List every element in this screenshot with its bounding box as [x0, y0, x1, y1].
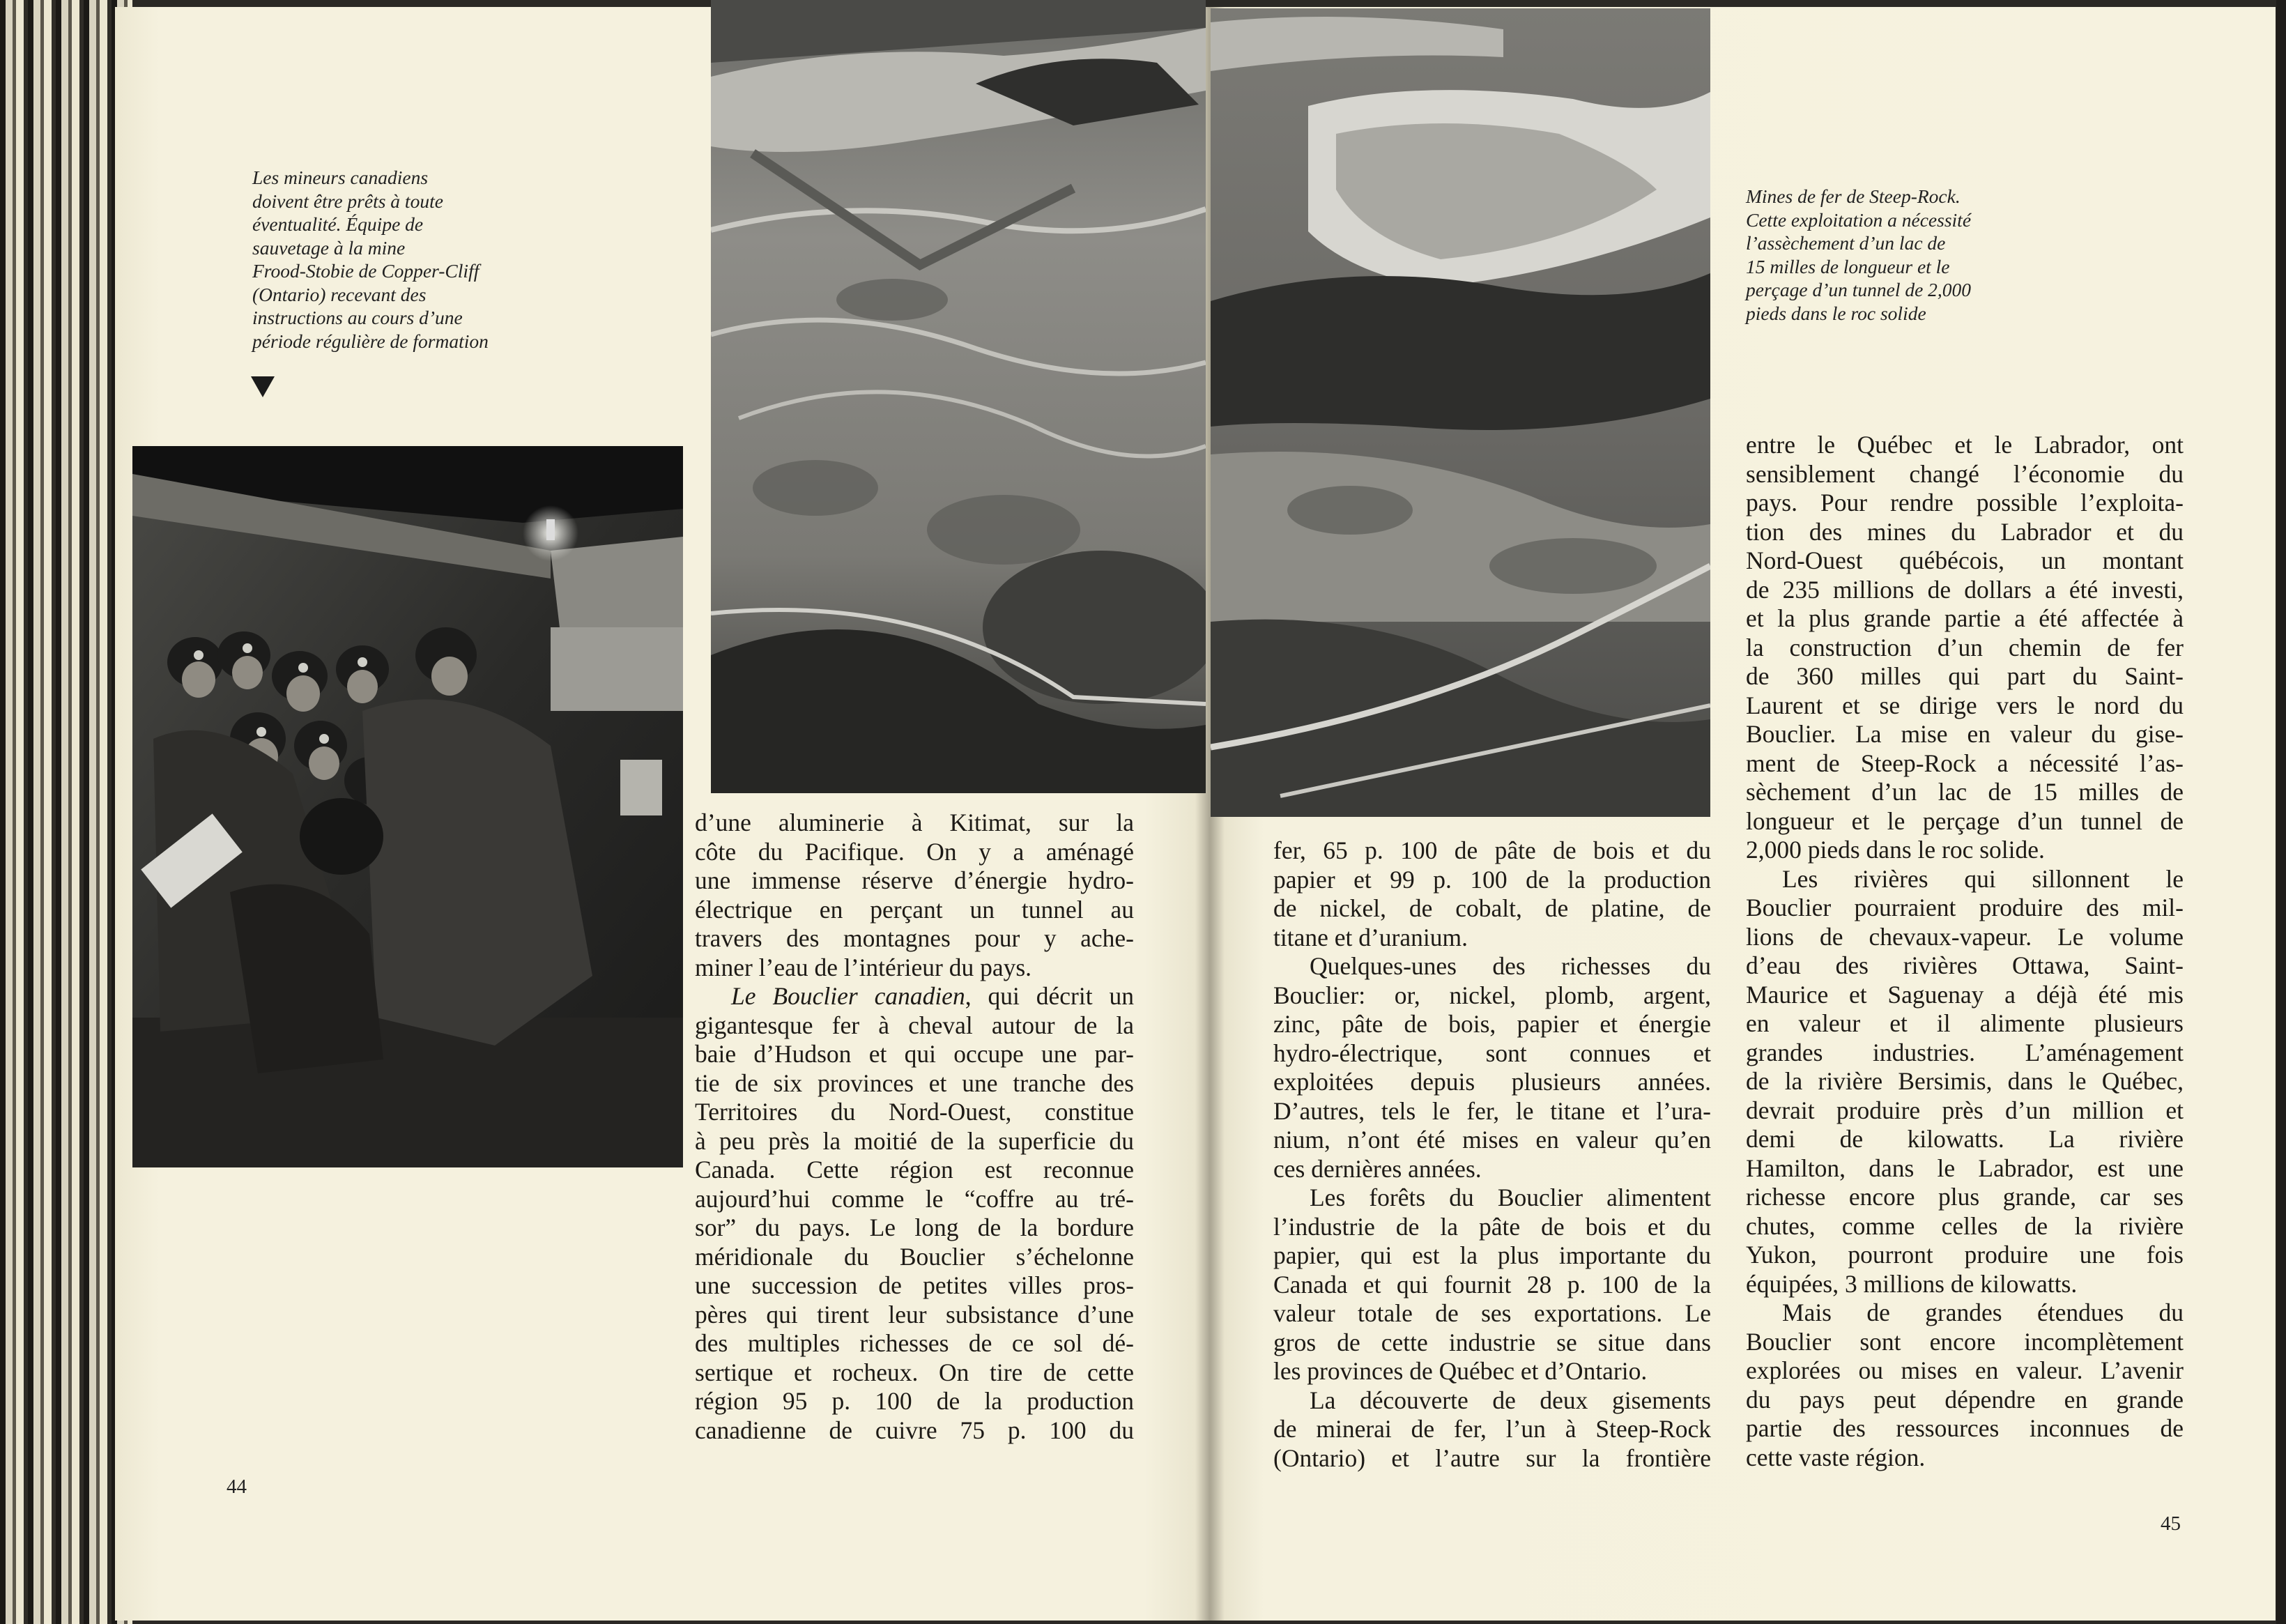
text-line: à peu près la moitié de la superficie du	[695, 1126, 1134, 1155]
text-line: Les rivières qui sillonnent le	[1782, 864, 2184, 893]
caption-line: Cette exploitation a nécessité	[1746, 208, 1972, 231]
caption-line: Mines de fer de Steep-Rock.	[1746, 185, 1961, 207]
text-line: D’autres, tels le fer, le titane et l’ura-	[1273, 1096, 1711, 1125]
caption-line: sauvetage à la mine	[252, 236, 406, 259]
text-line: région 95 p. 100 de la production	[695, 1387, 1134, 1415]
text-column-3	[1746, 431, 2184, 1472]
text-line: de 360 milles qui part du Saint-	[1746, 662, 2184, 690]
text-line: explorées ou mises en valeur. L’avenir	[1746, 1356, 2184, 1384]
text-line: équipées, 3 millions de kilowatts.	[1746, 1269, 2078, 1298]
page-number-left: 44	[227, 1476, 247, 1498]
photo-miners-rescue-team	[132, 446, 683, 1167]
text-line: papier et 99 p. 100 de la production	[1273, 865, 1711, 894]
text-line: baie d’Hudson et qui occupe une par-	[695, 1040, 1134, 1068]
text-line: une immense réserve d’énergie hydro-	[695, 866, 1134, 894]
text-line: Mais de grandes étendues du	[1782, 1299, 2184, 1326]
text-line: canadienne de cuivre 75 p. 100 du	[695, 1416, 1134, 1444]
caption-miners	[252, 166, 580, 353]
caption-line: (Ontario) recevant des	[252, 283, 427, 305]
text-line: méridionale du Bouclier s’échelonne	[695, 1242, 1134, 1271]
text-line: Territoires du Nord-Ouest, constitue	[695, 1098, 1134, 1126]
text-line: ment de Steep-Rock a nécessité l’as-	[1746, 749, 2184, 777]
text-line: l’industrie de la pâte de bois et du	[1273, 1212, 1711, 1241]
text-line: pères qui tirent leur subsistance d’une	[695, 1300, 1134, 1328]
text-line: miner l’eau de l’intérieur du pays.	[695, 953, 1032, 981]
text-line: richesse encore plus grande, car ses	[1746, 1183, 2184, 1211]
text-line: papier, qui est la plus importante du	[1273, 1241, 1711, 1269]
text-line: valeur totale de ses exportations. Le	[1273, 1299, 1711, 1327]
text-line: Laurent et se dirige vers le nord du	[1746, 691, 2184, 719]
caption-line: doivent être prêts à toute	[252, 190, 443, 212]
text-line: Nord-Ouest québécois, un montant	[1746, 546, 2184, 574]
text-line: Bouclier sont encore incomplètement	[1746, 1327, 2184, 1356]
caption-line: période régulière de formation	[252, 330, 489, 352]
text-line: pays. Pour rendre possible l’exploita-	[1746, 489, 2184, 516]
text-line: grandes industries. L’aménagement	[1746, 1038, 2184, 1066]
text-line: La découverte de deux gisements	[1310, 1386, 1711, 1414]
book-cover-edge	[2276, 0, 2286, 1624]
text-column-1	[695, 809, 1134, 1445]
text-line: titane et d’uranium.	[1273, 923, 1468, 951]
text-line: sèchement d’un lac de 15 milles de	[1746, 778, 2184, 806]
page-number-right: 45	[2161, 1512, 2181, 1535]
text-line: chutes, comme celles de la rivière	[1746, 1211, 2184, 1240]
text-line: zinc, pâte de bois, papier et énergie	[1273, 1010, 1711, 1038]
text-line: nium, n’ont été mises en valeur qu’en	[1273, 1126, 1711, 1154]
text-line: de nickel, de cobalt, de platine, de	[1273, 894, 1711, 922]
down-triangle-icon	[251, 376, 275, 397]
text-line: Bouclier. La mise en valeur du gise-	[1746, 720, 2184, 748]
text-line: Bouclier pourraient produire des mil-	[1746, 894, 2184, 921]
text-line: d’une aluminerie à Kitimat, sur la	[695, 809, 1134, 836]
text-line: cette vaste région.	[1746, 1443, 1926, 1471]
caption-line: Les mineurs canadiens	[252, 167, 429, 188]
text-line: aujourd’hui comme le “coffre au tré-	[695, 1184, 1134, 1213]
text-line: Yukon, pourront produire une fois	[1746, 1241, 2184, 1269]
text-line: partie des ressources inconnues de	[1746, 1414, 2184, 1442]
text-line: d’eau des rivières Ottawa, Saint-	[1746, 951, 2184, 979]
caption-line: pieds dans le roc solide	[1746, 302, 1926, 324]
book-page-edges	[0, 0, 132, 1624]
text-line: Le Bouclier canadien, qui décrit un	[731, 982, 1134, 1010]
text-line: sor” du pays. Le long de la bordure	[695, 1213, 1134, 1241]
text-line: Canada. Cette région est reconnue	[695, 1156, 1134, 1183]
text-line: Bouclier: or, nickel, plomb, argent,	[1273, 981, 1711, 1009]
text-line: Quelques-unes des richesses du	[1310, 952, 1711, 980]
text-column-2	[1273, 836, 1711, 1473]
text-line: hydro-électrique, sont connues et	[1273, 1039, 1711, 1067]
caption-line: 15 milles de longueur et le	[1746, 255, 1950, 277]
text-line: de minerai de fer, l’un à Steep-Rock	[1273, 1415, 1711, 1443]
text-line: sertique et rocheux. On tire de cette	[695, 1358, 1134, 1386]
text-line: de la rivière Bersimis, dans le Québec,	[1746, 1067, 2184, 1095]
text-line: entre le Québec et le Labrador, ont	[1746, 431, 2184, 459]
text-line: la construction d’un chemin de fer	[1746, 633, 2184, 661]
caption-line: perçage d’un tunnel de 2,000	[1746, 279, 1972, 300]
text-line: et la plus grande partie a été affectée à	[1746, 604, 2184, 632]
caption-steep-rock	[1746, 185, 2094, 325]
text-line: des multiples richesses de ce sol dé-	[695, 1329, 1134, 1357]
text-line: longueur et le perçage d’un tunnel de	[1746, 806, 2184, 835]
caption-line: éventualité. Équipe de	[252, 213, 424, 235]
text-line: Hamilton, dans le Labrador, est une	[1746, 1154, 2184, 1182]
text-line: les provinces de Québec et d’Ontario.	[1273, 1357, 1648, 1385]
caption-line: l’assèchement d’un lac de	[1746, 232, 1946, 254]
photo-steep-rock-mine-left	[711, 0, 1206, 793]
text-line: ces dernières années.	[1273, 1154, 1482, 1183]
text-line: tie de six provinces et une tranche des	[695, 1068, 1134, 1097]
text-line: 2,000 pieds dans le roc solide.	[1746, 836, 2045, 864]
text-line: une succession de petites villes pros-	[695, 1271, 1134, 1299]
text-line: de 235 millions de dollars a été investi,	[1746, 575, 2184, 604]
text-line: lions de chevaux-vapeur. Le volume	[1746, 922, 2184, 951]
text-line: (Ontario) et l’autre sur la frontière	[1273, 1443, 1711, 1472]
text-line: gros de cette industrie se situe dans	[1273, 1328, 1711, 1356]
text-line: gigantesque fer à cheval autour de la	[695, 1011, 1134, 1039]
photo-steep-rock-mine-right	[1211, 8, 1710, 817]
text-line: côte du Pacifique. On y a aménagé	[695, 837, 1134, 866]
text-line: fer, 65 p. 100 de pâte de bois et du	[1273, 836, 1711, 864]
text-line: exploitées depuis plusieurs années.	[1273, 1068, 1711, 1096]
text-line: électrique en perçant un tunnel au	[695, 895, 1134, 924]
text-line: sensiblement changé l’économie du	[1746, 459, 2184, 488]
text-line: en valeur et il alimente plusieurs	[1746, 1009, 2184, 1037]
text-line: demi de kilowatts. La rivière	[1746, 1125, 2184, 1153]
caption-line: Frood-Stobie de Copper-Cliff	[252, 260, 480, 282]
caption-line: instructions au cours d’une	[252, 307, 463, 328]
text-line: devrait produire près d’un million et	[1746, 1096, 2184, 1124]
text-line: Canada et qui fournit 28 p. 100 de la	[1273, 1270, 1711, 1299]
text-line: tion des mines du Labrador et du	[1746, 517, 2184, 546]
text-line: du pays peut dépendre en grande	[1746, 1385, 2184, 1414]
text-line: Maurice et Saguenay a déjà été mis	[1746, 980, 2184, 1009]
text-line: travers des montagnes pour y ache-	[695, 924, 1134, 952]
text-line: Les forêts du Bouclier alimentent	[1310, 1183, 1711, 1211]
